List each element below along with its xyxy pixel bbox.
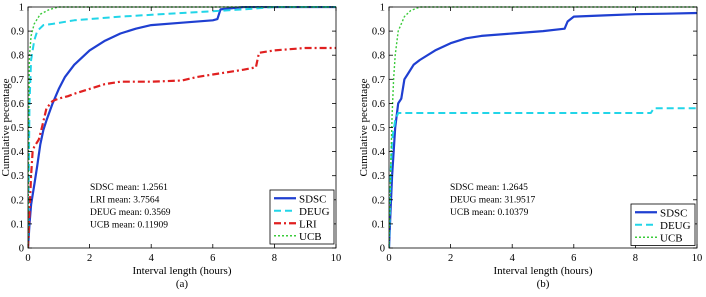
y-tick-label: 0.3 <box>371 171 385 183</box>
x-tick-label: 2 <box>86 253 93 264</box>
y-tick-label: 0 <box>18 243 24 255</box>
y-tick-label: 0.9 <box>10 26 24 38</box>
legend-label-sdsc: SDSC <box>299 193 327 206</box>
legend-label-sdsc: SDSC <box>660 207 688 220</box>
y-tick-label: 0.1 <box>10 219 24 231</box>
x-tick-label: 10 <box>691 253 703 264</box>
x-tick-label: 10 <box>330 253 342 264</box>
y-tick-label: 0 <box>379 243 385 255</box>
y-tick-label: 0.6 <box>10 98 24 110</box>
legend-label-ucb: UCB <box>299 230 322 243</box>
x-tick-label: 2 <box>447 253 454 264</box>
x-tick-label: 0 <box>386 253 392 264</box>
y-tick-label: 0.8 <box>371 50 385 62</box>
x-tick-label: 6 <box>571 253 577 264</box>
legend-label-ucb: UCB <box>660 232 683 245</box>
panel-caption: (a) <box>175 278 189 290</box>
mean-annotation: LRI mean: 3.7564 <box>90 195 160 206</box>
y-tick-label: 1 <box>379 2 385 14</box>
y-tick-label: 0.7 <box>10 74 24 86</box>
y-tick-label: 0.4 <box>10 147 24 159</box>
x-tick-label: 6 <box>210 253 216 264</box>
mean-annotation: SDSC mean: 1.2645 <box>450 183 528 193</box>
mean-annotation: UCB mean: 0.11909 <box>90 220 169 231</box>
x-tick-label: 0 <box>25 253 31 264</box>
y-tick-label: 0.9 <box>371 26 385 38</box>
y-tick-label: 0.3 <box>10 171 24 183</box>
chart-panel-a <box>0 3 341 291</box>
y-tick-label: 0.2 <box>10 195 24 207</box>
y-tick-label: 0.5 <box>10 123 24 134</box>
x-axis-label: Interval length (hours) <box>132 265 232 277</box>
legend-label-deug: DEUG <box>660 219 691 232</box>
mean-annotation: SDSC mean: 1.2561 <box>90 183 168 193</box>
x-tick-label: 8 <box>271 253 278 264</box>
y-axis-label: Cumulative pecentage <box>0 78 12 177</box>
y-tick-label: 0.4 <box>371 147 385 159</box>
legend-label-lri: LRI <box>299 218 317 231</box>
y-tick-label: 0.1 <box>371 219 385 231</box>
chart-panel-b <box>358 3 702 291</box>
x-tick-label: 4 <box>509 253 515 264</box>
x-axis-label: Interval length (hours) <box>493 265 593 277</box>
y-tick-label: 0.2 <box>371 195 385 207</box>
y-tick-label: 0.5 <box>371 123 385 134</box>
y-tick-label: 0.7 <box>371 74 385 86</box>
x-tick-label: 4 <box>148 253 154 264</box>
y-axis-label: Cumulative pecentage <box>358 78 370 177</box>
legend-label-deug: DEUG <box>299 205 330 218</box>
mean-annotation: DEUG mean: 31.9517 <box>450 195 536 206</box>
x-tick-label: 8 <box>632 253 639 264</box>
y-tick-label: 1 <box>18 2 24 14</box>
y-tick-label: 0.6 <box>371 98 385 110</box>
y-tick-label: 0.8 <box>10 50 24 62</box>
panel-caption: (b) <box>536 278 550 290</box>
mean-annotation: UCB mean: 0.10379 <box>450 208 529 218</box>
mean-annotation: DEUG mean: 0.3569 <box>90 208 171 218</box>
